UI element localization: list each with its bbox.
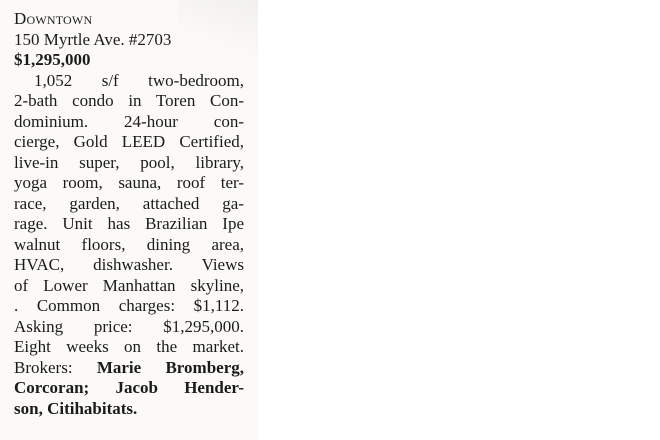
brokers-line: [14, 378, 244, 399]
listing-text: [14, 9, 244, 419]
body-line: of Lower Manhattan skyline,: [14, 275, 244, 295]
body-line: . Common charges: $1,112.: [14, 296, 244, 315]
body-line: 2-bath condo in Toren Con-: [14, 91, 244, 110]
broker-names: son, Citihabitats.: [14, 398, 138, 418]
neighborhood-heading: Downtown: [14, 9, 93, 28]
broker-names: Marie Bromberg,: [96, 357, 244, 377]
brokers-line: [14, 399, 244, 420]
body-line: Eight weeks on the market.: [14, 337, 244, 356]
brokers-label: Brokers:: [14, 357, 73, 377]
body-line: Asking price: $1,295,000.: [14, 316, 244, 336]
body-line: HVAC, dishwasher. Views: [14, 255, 244, 274]
broker-names: Corcoran; Jacob Hender-: [14, 378, 244, 397]
body-line: 1,052 s/f two-bedroom,: [34, 70, 244, 90]
brokers-line: [14, 358, 244, 379]
body-line: rage. Unit has Brazilian Ipe: [14, 214, 244, 233]
body-line: cierge, Gold LEED Certified,: [14, 132, 244, 151]
body-line: yoga room, sauna, roof ter-: [14, 173, 244, 192]
listing-price: $1,295,000: [14, 50, 91, 69]
body-line: dominium. 24-hour con-: [14, 111, 244, 131]
body-line: walnut floors, dining area,: [14, 234, 244, 254]
listing-address: 150 Myrtle Ave. #2703: [14, 29, 172, 49]
listing-clipping: [0, 0, 258, 440]
body-line: live-in super, pool, library,: [14, 152, 244, 172]
body-line: race, garden, attached ga-: [14, 193, 244, 213]
